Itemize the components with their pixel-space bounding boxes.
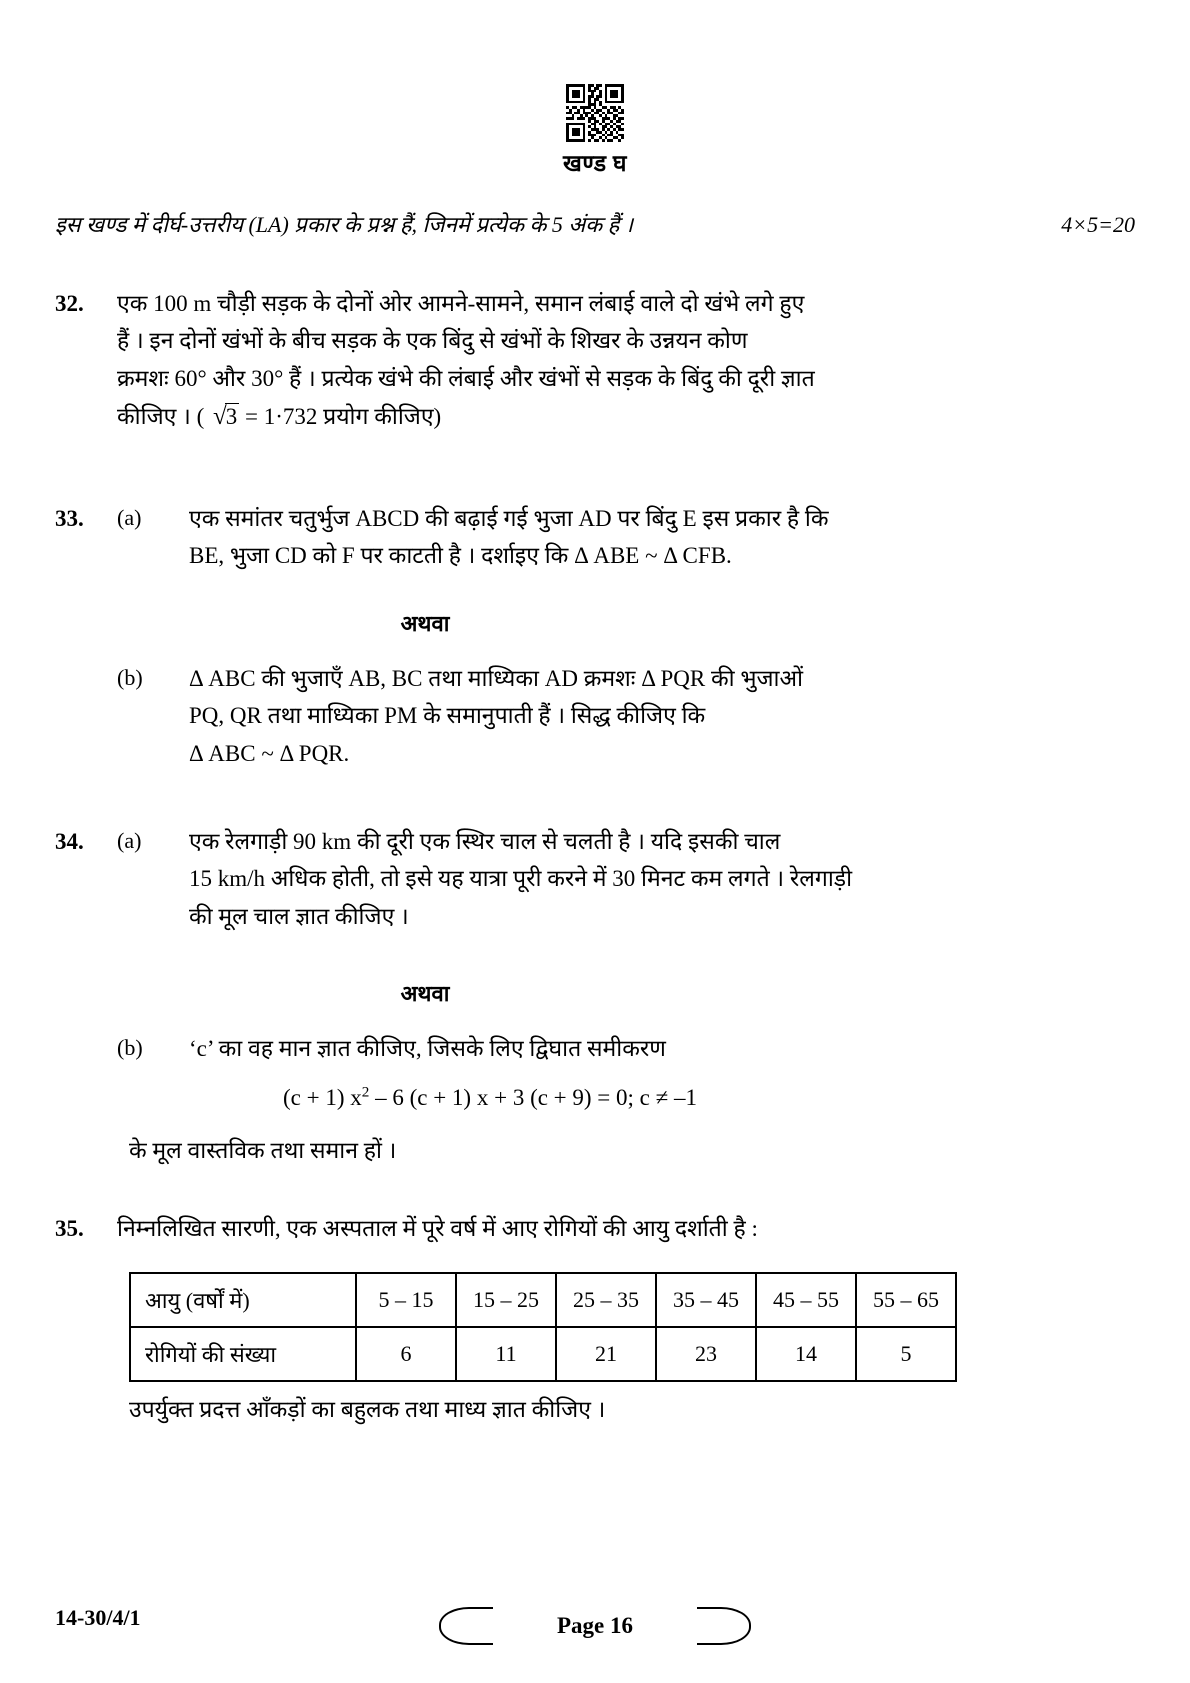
equation-prefix: (c + 1) x [283,1085,362,1110]
table-row-age-intervals [130,1273,956,1327]
question-33-option-a-body [189,500,1135,575]
question-34a-line-2: 15 km/h अधिक होती, तो इसे यह यात्रा पूरी करने में 30 मिनट कम लगते । रेलगाड़ी [189,866,853,892]
question-33 [55,500,1135,575]
question-33-option-b-body [189,660,1135,772]
question-34a-line-3: की मूल चाल ज्ञात कीजिए । [189,903,409,929]
equation-suffix: – 6 (c + 1) x + 3 (c + 9) = 0; c ≠ –1 [369,1085,698,1110]
paper-code: 14-30/4/1 [55,1605,141,1630]
table-cell-count-1: 11 [456,1327,556,1381]
section-instruction-text: इस खण्ड में दीर्घ-उत्तरीय (LA) प्रकार के प्रश्न हैं, जिनमें प्रत्येक के 5 अंक हैं । [55,212,634,237]
table-cell-count-5: 5 [856,1327,956,1381]
square-root-radicand: 3 [225,403,238,429]
question-32-line-3: क्रमशः 60° और 30° हैं । प्रत्येक खंभे की लंबाई और खंभों से सड़क के बिंदु की दूरी ज्ञात [117,365,815,391]
page-number-label: Page 16 [481,1609,709,1643]
question-34a-line-1: एक रेलगाड़ी 90 km की दूरी एक स्थिर चाल से चलती है । यदि इसकी चाल [189,829,781,854]
qr-code-wrapper [0,84,1190,142]
section-heading: खण्ड घ [563,151,627,176]
table-cell-count-4: 14 [756,1327,856,1381]
question-34-option-b-body [189,1030,1135,1067]
question-34-or-divider: अथवा [400,981,450,1006]
question-33a-line-2: BE, भुजा CD को F पर काटती है । दर्शाइए कि Δ ABE ~ Δ CFB. [189,543,732,569]
question-33-option-b [55,660,1135,772]
patients-age-table [129,1272,957,1382]
page-number-banner [0,1609,1190,1643]
table-cell-interval-0: 5 – 15 [356,1273,456,1327]
question-33b-line-1: Δ ABC की भुजाएँ AB, BC तथा माध्यिका AD क्रमशः Δ PQR की भुजाओं [189,666,804,691]
question-32 [55,285,1135,437]
question-33-number: 33. [55,506,84,531]
question-32-body [117,285,1135,437]
section-marks: 4×5=20 [1061,212,1135,237]
table-cell-count-0: 6 [356,1327,456,1381]
quadratic-equation [283,1085,697,1111]
question-34-option-a-body [189,823,1135,935]
question-32-line-2: हैं । इन दोनों खंभों के बीच सड़क के एक बिंदु से खंभों के शिखर के उन्नयन कोण [117,328,748,354]
question-32-number: 32. [55,291,84,316]
question-35-body [117,1210,1135,1247]
question-33-or-divider: अथवा [400,611,450,636]
table-rowheader-count: रोगियों की संख्या [130,1327,356,1381]
question-32-line-4 [117,397,1135,438]
equation-exponent: 2 [361,1083,370,1101]
question-33b-line-3: Δ ABC ~ Δ PQR. [189,740,350,766]
question-33-option-a-label: (a) [117,505,142,530]
question-34-option-b [55,1030,1135,1067]
question-33-option-b-label: (b) [117,665,143,690]
question-35-outro: उपर्युक्त प्रदत्त आँकड़ों का बहुलक तथा माध्य ज्ञात कीजिए । [129,1397,606,1422]
table-cell-interval-4: 45 – 55 [756,1273,856,1327]
question-34 [55,823,1135,935]
table-rowheader-age: आयु (वर्षों में) [130,1273,356,1327]
qr-code-icon [566,84,624,142]
table-cell-count-2: 21 [556,1327,656,1381]
question-34-option-a-label: (a) [117,828,142,853]
table-cell-interval-1: 15 – 25 [456,1273,556,1327]
table-cell-interval-2: 25 – 35 [556,1273,656,1327]
section-instruction-row [55,210,1135,241]
square-root-symbol: √3 [213,402,238,430]
table-cell-interval-5: 55 – 65 [856,1273,956,1327]
question-34b-line-1: ‘c’ का वह मान ज्ञात कीजिए, जिसके लिए द्विघात समीकरण [189,1036,666,1061]
question-33a-line-1: एक समांतर चतुर्भुज ABCD की बढ़ाई गई भुजा AD पर बिंदु E इस प्रकार है कि [189,506,829,531]
table-cell-interval-3: 35 – 45 [656,1273,756,1327]
table-row-patient-counts [130,1327,956,1381]
question-33b-line-2: PQ, QR तथा माध्यिका PM के समानुपाती हैं । सिद्ध कीजिए कि [189,703,706,729]
table-cell-count-3: 23 [656,1327,756,1381]
question-35 [55,1210,1135,1247]
question-32-sqrt-prefix: कीजिए । ( [117,403,210,429]
question-34b-line-3: के मूल वास्तविक तथा समान हों । [129,1138,397,1163]
question-34-option-b-label: (b) [117,1035,143,1060]
question-35-number: 35. [55,1216,84,1241]
question-32-sqrt-suffix: = 1·732 प्रयोग कीजिए) [239,403,442,429]
question-34-number: 34. [55,829,84,854]
question-35-intro: निम्नलिखित सारणी, एक अस्पताल में पूरे वर्ष में आए रोगियों की आयु दर्शाती है : [117,1216,758,1241]
question-32-line-1: एक 100 m चौड़ी सड़क के दोनों ओर आमने-सामने, समान लंबाई वाले दो खंभे लगे हुए [117,291,805,316]
